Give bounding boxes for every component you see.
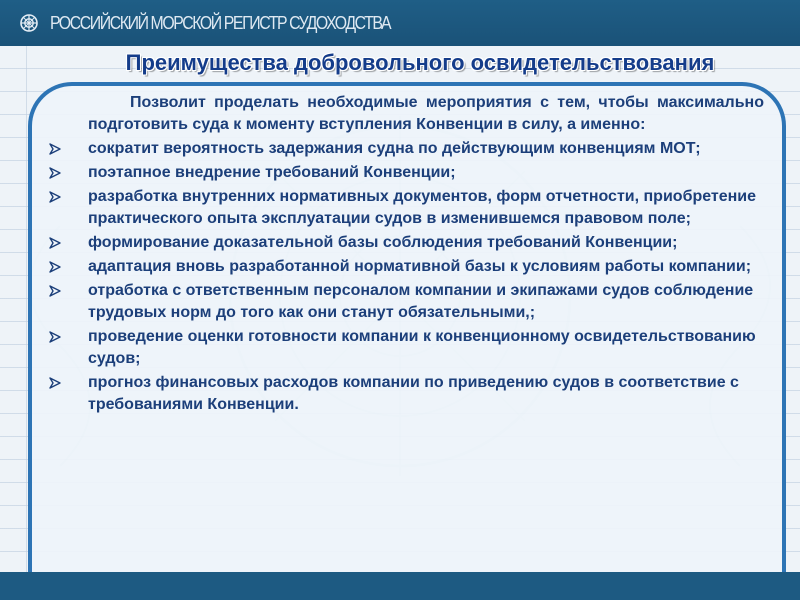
list-item [88,230,764,254]
list-item-text: поэтапное внедрение требований Конвенции; [88,164,456,181]
intro-paragraph: Позволит проделать необходимые мероприятия с тем, чтобы максимально подготовить суда к моменту вступления Конвенции в силу, а именно: [88,94,764,133]
list-item-text: формирование доказательной базы соблюдения требований Конвенции; [88,234,678,251]
arrowhead-bullet-icon [48,330,62,344]
list-item [88,370,764,416]
arrowhead-bullet-icon [48,376,62,390]
list-item-text: прогноз финансовых расходов компании по приведению судов в соответствие с требованиями Конвенции. [88,374,739,413]
arrowhead-bullet-icon [48,260,62,274]
list-item-text: адаптация вновь разработанной нормативной базы к условиям работы компании; [88,258,752,275]
header-bar [0,0,800,46]
list-item [88,254,764,278]
list-item-text: разработка внутренних нормативных документов, форм отчетности, приобретение практического опыта эксплуатации судов в изменившемся правовом поле; [88,188,757,227]
footer-bar [0,572,800,600]
slide-body [88,92,764,416]
slide-title: Преимущества добровольного освидетельствования [125,50,715,75]
advantages-list [88,136,764,416]
org-name: РОССИЙСКИЙ МОРСКОЙ РЕГИСТР СУДОХОДСТВА [50,13,391,33]
arrowhead-bullet-icon [48,142,62,156]
arrowhead-bullet-icon [48,284,62,298]
list-item-text: сократит вероятность задержания судна по действующим конвенциям МОТ; [88,140,701,157]
list-item [88,160,764,184]
list-item-text: проведение оценки готовности компании к конвенционному освидетельствованию судов; [88,328,756,367]
arrowhead-bullet-icon [48,166,62,180]
arrowhead-bullet-icon [48,190,62,204]
list-item [88,278,764,324]
list-item [88,184,764,230]
list-item-text: отработка с ответственным персоналом компании и экипажами судов соблюдение трудовых норм до того как они станут обязательными,; [88,282,754,321]
list-item [88,324,764,370]
list-item [88,136,764,160]
rs-emblem-icon [20,14,38,32]
arrowhead-bullet-icon [48,236,62,250]
